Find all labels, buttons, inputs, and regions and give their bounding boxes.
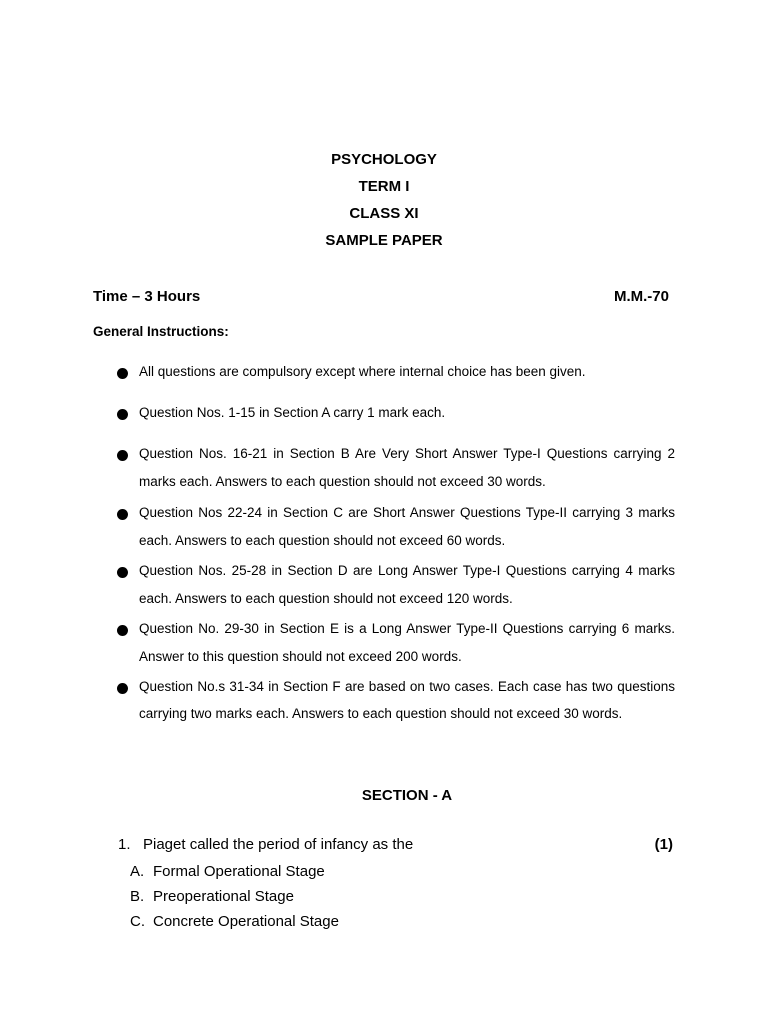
- instruction-text: Question Nos. 16-21 in Section B Are Very Short Answer Type-I Questions carrying 2 marks each. Answers to each question should not exceed 30 words.: [139, 446, 675, 489]
- option-text: Formal Operational Stage: [153, 863, 325, 880]
- instruction-text: All questions are compulsory except where internal choice has been given.: [139, 364, 586, 379]
- subject-title: PSYCHOLOGY: [331, 151, 437, 168]
- answer-option: [130, 888, 294, 906]
- question-marks: (1): [654, 836, 673, 853]
- answer-option: [130, 863, 325, 881]
- time-allowed: Time – 3 Hours: [93, 288, 201, 305]
- paper-type-title: SAMPLE PAPER: [325, 232, 443, 249]
- instruction-text: Question No.s 31-34 in Section F are based on two cases. Each case has two questions carrying two marks each. Answers to each question should not exceed 30 words.: [139, 679, 675, 721]
- maximum-marks: M.M.-70: [613, 288, 669, 305]
- bullet-icon: [117, 450, 128, 461]
- general-instructions-heading: General Instructions:: [93, 324, 229, 339]
- answer-option: [130, 913, 339, 931]
- instruction-text: Question Nos. 1-15 in Section A carry 1 mark each.: [139, 405, 446, 420]
- question-text: Piaget called the period of infancy as the: [143, 836, 414, 853]
- term-title: TERM I: [358, 178, 410, 195]
- class-title: CLASS XI: [349, 205, 419, 222]
- option-letter: C.: [130, 913, 145, 930]
- option-text: Preoperational Stage: [153, 888, 294, 905]
- option-text: Concrete Operational Stage: [153, 913, 339, 930]
- instruction-text: Question No. 29-30 in Section E is a Long Answer Type-II Questions carrying 6 marks. Answer to this question should not exceed 200 words.: [139, 621, 675, 664]
- option-letter: A.: [130, 863, 145, 880]
- question-number: 1.: [118, 836, 131, 853]
- bullet-icon: [117, 368, 128, 379]
- section-heading: SECTION - A: [361, 787, 453, 804]
- bullet-icon: [117, 683, 128, 694]
- instruction-text: Question Nos. 25-28 in Section D are Long Answer Type-I Questions carrying 4 marks each. Answers to each question should not exceed 120 words.: [139, 563, 675, 606]
- paper-title-block: [0, 146, 768, 254]
- bullet-icon: [117, 625, 128, 636]
- instruction-text: Question Nos 22-24 in Section C are Short Answer Questions Type-II carrying 3 marks each. Answers to each question should not exceed 60 words.: [139, 505, 675, 548]
- bullet-icon: [117, 509, 128, 520]
- bullet-icon: [117, 409, 128, 420]
- bullet-icon: [117, 567, 128, 578]
- option-letter: B.: [130, 888, 145, 905]
